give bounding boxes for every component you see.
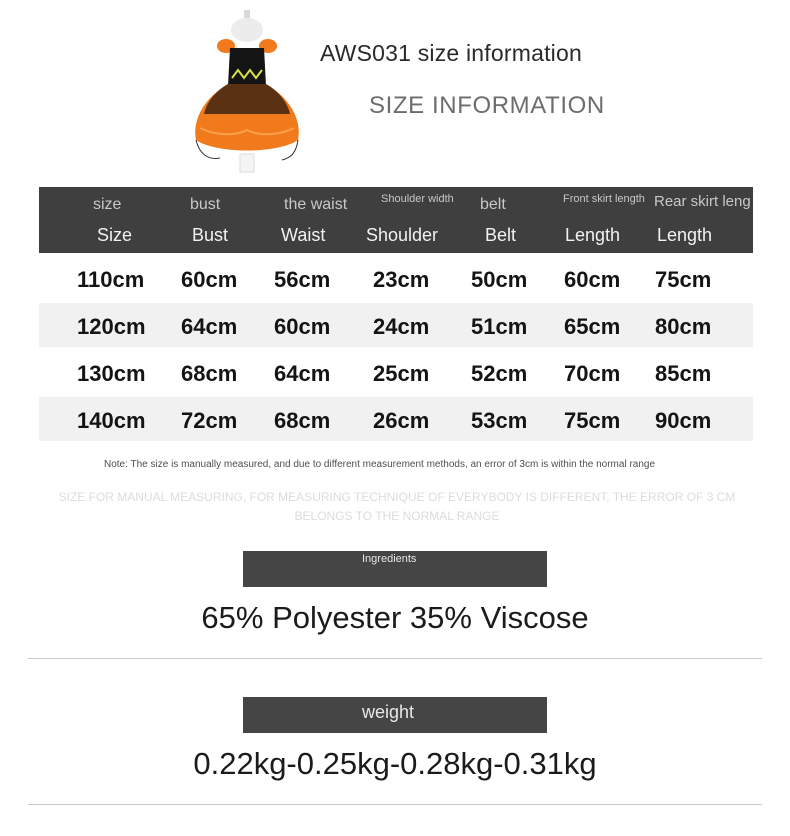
- table-cell: 56cm: [274, 267, 331, 292]
- table-cell: 50cm: [471, 267, 528, 292]
- table-cell: 60cm: [564, 267, 621, 292]
- column-waist-small-label: the waist: [284, 196, 348, 213]
- ingredients-value: 65% Polyester 35% Viscose: [201, 600, 589, 635]
- divider: [28, 804, 762, 805]
- column-front-length-small-label: Front skirt length: [563, 193, 645, 205]
- table-cell: 26cm: [373, 408, 430, 433]
- column-size-small-label: size: [93, 196, 122, 213]
- page-subtitle: SIZE INFORMATION: [369, 92, 605, 119]
- table-cell: 68cm: [181, 361, 238, 386]
- table-cell: 120cm: [77, 314, 146, 339]
- column-rear-length-small-label: Rear skirt leng: [654, 193, 751, 210]
- table-cell: 65cm: [564, 314, 621, 339]
- ingredients-label-bar: [243, 551, 547, 587]
- table-cell: 90cm: [655, 408, 712, 433]
- size-table-header: [39, 187, 753, 253]
- table-row: [39, 350, 753, 394]
- table-cell: 51cm: [471, 314, 528, 339]
- measurement-note: Note: The size is manually measured, and due to different measurement methods, an error of 3cm is within the normal range: [104, 459, 656, 470]
- column-belt-small-label: belt: [480, 196, 506, 213]
- size-table: [39, 187, 753, 441]
- table-cell: 52cm: [471, 361, 528, 386]
- table-cell: 64cm: [181, 314, 238, 339]
- divider: [28, 658, 762, 659]
- column-rear-length-label: Length: [657, 225, 713, 245]
- column-waist-label: Waist: [281, 225, 326, 245]
- table-cell: 60cm: [181, 267, 238, 292]
- table-cell: 70cm: [564, 361, 621, 386]
- table-cell: 68cm: [274, 408, 331, 433]
- table-cell: 130cm: [77, 361, 146, 386]
- column-shoulder-label: Shoulder: [366, 225, 439, 245]
- table-cell: 23cm: [373, 267, 430, 292]
- table-row: [39, 303, 753, 347]
- column-shoulder-small-label: Shoulder width: [381, 193, 454, 205]
- table-row: [39, 397, 753, 441]
- weight-value: 0.22kg-0.25kg-0.28kg-0.31kg: [193, 746, 597, 781]
- product-image: [186, 8, 310, 178]
- weight-label-bar: [243, 697, 547, 733]
- column-bust-small-label: bust: [190, 196, 221, 213]
- table-cell: 64cm: [274, 361, 331, 386]
- column-front-length-label: Length: [565, 225, 621, 245]
- page-title: AWS031 size information: [320, 40, 582, 66]
- table-cell: 53cm: [471, 408, 528, 433]
- table-cell: 72cm: [181, 408, 238, 433]
- column-size-label: Size: [97, 225, 133, 245]
- table-cell: 75cm: [655, 267, 712, 292]
- column-bust-label: Bust: [192, 225, 229, 245]
- table-cell: 110cm: [77, 267, 145, 292]
- table-cell: 60cm: [274, 314, 331, 339]
- weight-label: weight: [362, 702, 415, 722]
- table-cell: 75cm: [564, 408, 621, 433]
- table-cell: 85cm: [655, 361, 712, 386]
- table-cell: 140cm: [77, 408, 146, 433]
- table-cell: 80cm: [655, 314, 712, 339]
- table-cell: 25cm: [373, 361, 430, 386]
- ingredients-label: Ingredients: [362, 553, 417, 565]
- table-cell: 24cm: [373, 314, 430, 339]
- table-row: [39, 256, 753, 300]
- measurement-note-faint: SIZE FOR MANUAL MEASURING, FOR MEASURING TECHNIQUE OF EVERYBODY IS DIFFERENT, THE ERROR OF 3 CM BELONGS TO THE NORMAL RANGE: [58, 490, 736, 523]
- column-belt-label: Belt: [485, 225, 517, 245]
